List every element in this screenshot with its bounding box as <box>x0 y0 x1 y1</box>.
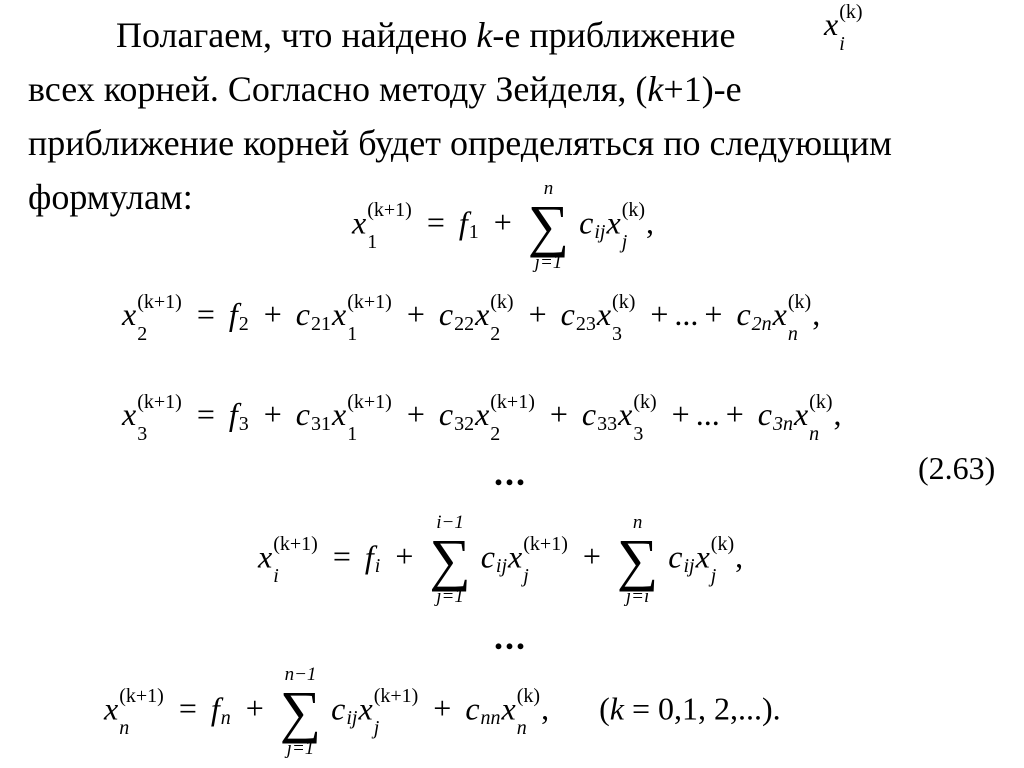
x-base: x <box>122 396 137 432</box>
subscript: n <box>787 322 798 345</box>
subscript: 23 <box>575 312 596 335</box>
superscript: (k+1) <box>119 685 164 707</box>
superscript: (k+1) <box>137 290 182 313</box>
subscript: j <box>373 717 380 739</box>
subscript: i <box>273 565 279 587</box>
script-pair <box>839 0 863 55</box>
equals-sign: = <box>426 204 445 241</box>
comma: , <box>833 396 842 432</box>
subscript: 31 <box>311 412 331 435</box>
subscript: j <box>710 565 717 587</box>
equation-n: x (k+1) n = f n + n−1 ∑ j=1 c ij x (k+1) j + c nn x (k) n , (k = 0,1, 2,...). <box>104 664 781 759</box>
text-fragment: +1)-е <box>663 69 742 109</box>
continuation-dots: ... <box>494 453 527 493</box>
subscript: 1 <box>468 221 479 243</box>
subscript: 2 <box>490 322 501 345</box>
comma: , <box>812 296 821 332</box>
subscript: 21 <box>311 312 331 335</box>
subscript: j <box>621 231 628 253</box>
superscript: (k) <box>490 290 514 313</box>
paragraph-line-2 <box>28 62 1018 116</box>
plus-sign: + <box>493 204 512 241</box>
subscript: j <box>523 565 529 587</box>
script-pair <box>594 216 606 243</box>
sum-operator: n−1 ∑ j=1 <box>279 664 322 759</box>
subscript: i <box>374 555 381 577</box>
subscript: 2 <box>137 322 148 345</box>
superscript: (k+1) <box>347 290 392 313</box>
subscript: 3 <box>633 422 644 445</box>
equation-i: x (k+1) i = f i + i−1 ∑ j=1 c ij x (k+1) j + n ∑ j=i c ij x (k) j , <box>258 512 744 607</box>
subscript: i <box>839 32 845 55</box>
open-paren: ( <box>599 690 610 727</box>
sum-lower-limit: j=i <box>625 586 650 607</box>
paragraph-line-3: приближение корней будет определяться по следующим <box>28 123 892 163</box>
comma: , <box>646 204 655 241</box>
continuation-dots: ... <box>494 617 527 657</box>
comma: , <box>541 690 550 727</box>
x-base: x <box>606 204 621 241</box>
k-variable: k <box>476 15 493 55</box>
sum-upper-limit: n <box>543 178 554 199</box>
c-symbol: c <box>579 204 594 241</box>
period: . <box>772 690 781 727</box>
subscript: 1 <box>367 231 378 253</box>
superscript: (k+1) <box>347 390 392 413</box>
subscript: 2 <box>490 422 501 445</box>
script-pair <box>367 199 412 253</box>
sum-lower-limit: j=1 <box>534 252 563 273</box>
subscript: nn <box>480 707 501 729</box>
sum-upper-limit: n <box>632 512 643 533</box>
superscript: (k) <box>633 390 657 413</box>
f-symbol: f <box>458 204 468 241</box>
k-variable: k <box>647 69 664 109</box>
subscript: ij <box>346 707 358 729</box>
equation-3: x (k+1) 3 = f 3 + c 31 x (k+1) 1 + c 32 x (k+1) 2 + c 33 x (k) 3 + ... + c 3n x (k) n , <box>122 390 842 445</box>
sum-operator: i−1 ∑ j=1 <box>429 512 471 607</box>
subscript: n <box>809 422 820 445</box>
subscript: n <box>220 707 231 729</box>
x-base: x <box>104 690 119 727</box>
sum-upper-limit: i−1 <box>436 512 464 533</box>
equation-2: x (k+1) 2 = f 2 + c 21 x (k+1) 1 + c 22 x (k) 2 + c 23 x (k) 3 + ... + c 2n x (k) n , <box>122 290 821 345</box>
superscript: (k) <box>516 685 541 707</box>
inline-x-symbol <box>824 0 864 55</box>
subscript: 33 <box>597 412 618 435</box>
text-fragment: Полагаем, что найдено <box>116 15 477 55</box>
paragraph-line-4: формулам: <box>28 177 193 217</box>
x-base: x <box>352 204 367 241</box>
sum-operator <box>528 178 569 274</box>
superscript: (k+1) <box>137 390 182 413</box>
superscript: (k) <box>787 290 812 313</box>
subscript: 32 <box>454 412 475 435</box>
script-pair <box>468 216 479 243</box>
subscript: 22 <box>454 312 475 335</box>
ellipsis: ... <box>695 396 720 432</box>
comma: , <box>735 538 744 575</box>
subscript: 1 <box>347 322 358 345</box>
x-base: x <box>824 6 839 42</box>
paragraph-line-1 <box>28 8 1018 62</box>
sum-lower-limit: j=1 <box>436 586 464 607</box>
k-values: = 0,1, 2,... <box>623 690 762 727</box>
superscript: (k+1) <box>523 533 568 555</box>
equation-1 <box>352 178 654 274</box>
sum-operator: n ∑ j=i <box>616 512 659 607</box>
close-paren: ) <box>761 690 773 727</box>
script-pair <box>621 199 646 253</box>
superscript: (k+1) <box>273 533 318 555</box>
subscript: n <box>516 717 527 739</box>
subscript: 3 <box>137 422 148 445</box>
superscript: (k) <box>809 390 833 413</box>
subscript: 1 <box>347 422 358 445</box>
text-fragment: -е приближение <box>492 15 736 55</box>
sum-upper-limit: n−1 <box>284 664 317 685</box>
k-condition <box>599 690 781 726</box>
subscript: 3n <box>772 412 793 435</box>
subscript: ij <box>594 221 606 243</box>
superscript: (k+1) <box>367 199 412 221</box>
sum-lower-limit: j=1 <box>286 738 315 759</box>
superscript: (k+1) <box>490 390 535 413</box>
sigma-symbol: ∑ <box>527 193 570 258</box>
superscript: (k) <box>839 0 863 23</box>
superscript: (k) <box>621 199 646 221</box>
subscript: ij <box>495 555 508 577</box>
subscript: 2n <box>751 312 772 335</box>
subscript: ij <box>683 555 695 577</box>
superscript: (k+1) <box>373 685 419 707</box>
ellipsis: ... <box>674 296 699 332</box>
subscript: 3 <box>612 322 623 345</box>
x-base: x <box>122 296 137 332</box>
text-fragment: всех корней. Согласно методу Зейделя, ( <box>28 69 648 109</box>
superscript: (k) <box>710 533 735 555</box>
k-variable: k <box>609 690 624 727</box>
equation-number: (2.63) <box>918 450 996 486</box>
subscript: 3 <box>238 412 249 435</box>
subscript: 2 <box>238 312 249 335</box>
superscript: (k) <box>612 290 636 313</box>
subscript: n <box>119 717 130 739</box>
x-base: x <box>258 538 273 575</box>
